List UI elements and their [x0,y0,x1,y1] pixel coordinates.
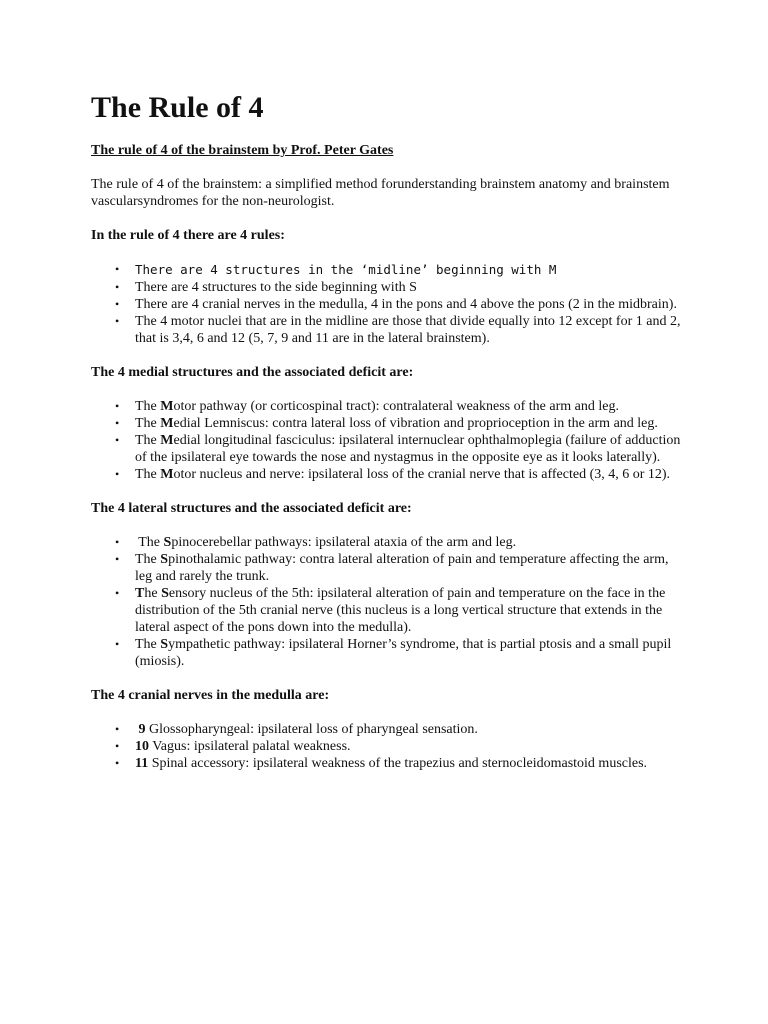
lateral-list [91,534,688,670]
item-prefix: The [135,535,164,550]
list-item [135,415,688,432]
rules-list [91,261,688,347]
item-key-letter: M [160,399,174,414]
list-item [135,755,688,772]
item-prefix: The [135,467,161,482]
item-text: ensory nucleus of the 5th: ipsilateral alteration of pain and temperature on the face in the distribution of the 5th cranial nerve (this nucleus is a long vertical structure that extends in the lateral aspect of the pons down into the medulla). [135,586,666,635]
item-text: ympathetic pathway: ipsilateral Horner’s syndrome, that is partial ptosis and a small pupil (miosis). [135,637,672,669]
medulla-list [91,721,688,772]
medial-list [91,398,688,483]
document-subtitle: The rule of 4 of the brainstem by Prof. Peter Gates [91,143,394,158]
list-item [135,466,688,483]
item-key-letter: S [160,552,169,567]
list-item [135,432,688,466]
medial-heading: The 4 medial structures and the associated deficit are: [91,365,414,380]
intro-paragraph: The rule of 4 of the brainstem: a simplified method forunderstanding brainstem anatomy and brainstem vascularsyndromes for the non-neurologist. [91,177,670,209]
item-text: otor pathway (or corticospinal tract): contralateral weakness of the arm and leg. [173,399,619,414]
item-key-letter: he [144,586,162,601]
rule-text: There are 4 structures in the ‘midline’ beginning with M [135,262,557,277]
item-prefix: T [135,586,145,601]
item-prefix: The [135,637,161,652]
rule-text: There are 4 cranial nerves in the medulla, 4 in the pons and 4 above the pons (2 in the midbrain). [135,297,677,312]
item-key-letter: M [160,467,174,482]
rules-heading: In the rule of 4 there are 4 rules: [91,228,285,243]
item-key-letter: M [160,433,174,448]
nerve-number: 11 [135,756,149,771]
page-title: The Rule of 4 [91,91,264,124]
list-item [135,313,688,347]
item-key-letter: S [163,535,172,550]
item-prefix: The [135,416,161,431]
item-text: Glossopharyngeal: ipsilateral loss of pharyngeal sensation. [145,722,478,737]
list-item [135,721,688,738]
item-text: otor nucleus and nerve: ipsilateral loss of the cranial nerve that is affected (3, 4, 6 or 12). [173,467,671,482]
list-item [135,261,688,279]
item-prefix: The [135,399,161,414]
nerve-number: 9 [135,722,146,737]
item-text: Vagus: ipsilateral palatal weakness. [149,739,351,754]
list-item [135,296,688,313]
item-key-letter: S [160,637,169,652]
nerve-number: 10 [135,739,149,754]
lateral-heading: The 4 lateral structures and the associated deficit are: [91,501,412,516]
list-item [135,534,688,551]
item-key-letter-s: S [161,586,169,601]
item-key-letter: M [160,416,174,431]
list-item [135,636,688,670]
medulla-heading: The 4 cranial nerves in the medulla are: [91,688,330,703]
rule-text: The 4 motor nuclei that are in the midline are those that divide equally into 12 except for 1 and 2, that is 3,4, 6 and 12 (5, 7, 9 and 11 are in the lateral brainstem). [135,314,681,346]
item-text: pinothalamic pathway: contra lateral alteration of pain and temperature affecting the arm, leg and rarely the trunk. [135,552,669,584]
list-item [135,398,688,415]
item-text: pinocerebellar pathways: ipsilateral ataxia of the arm and leg. [171,535,517,550]
list-item [135,551,688,585]
list-item [135,738,688,755]
item-text: edial Lemniscus: contra lateral loss of vibration and proprioception in the arm and leg. [173,416,658,431]
item-text: Spinal accessory: ipsilateral weakness of the trapezius and sternocleidomastoid muscles. [148,756,648,771]
rule-text: There are 4 structures to the side beginning with S [135,280,417,295]
item-prefix: The [135,552,161,567]
list-item [135,585,688,636]
item-text: edial longitudinal fasciculus: ipsilateral internuclear ophthalmoplegia (failure of adduction of the ipsilateral eye towards the nose and nystagmus in the opposite eye as it looks laterally). [135,433,681,465]
item-prefix: The [135,433,161,448]
list-item [135,279,688,296]
